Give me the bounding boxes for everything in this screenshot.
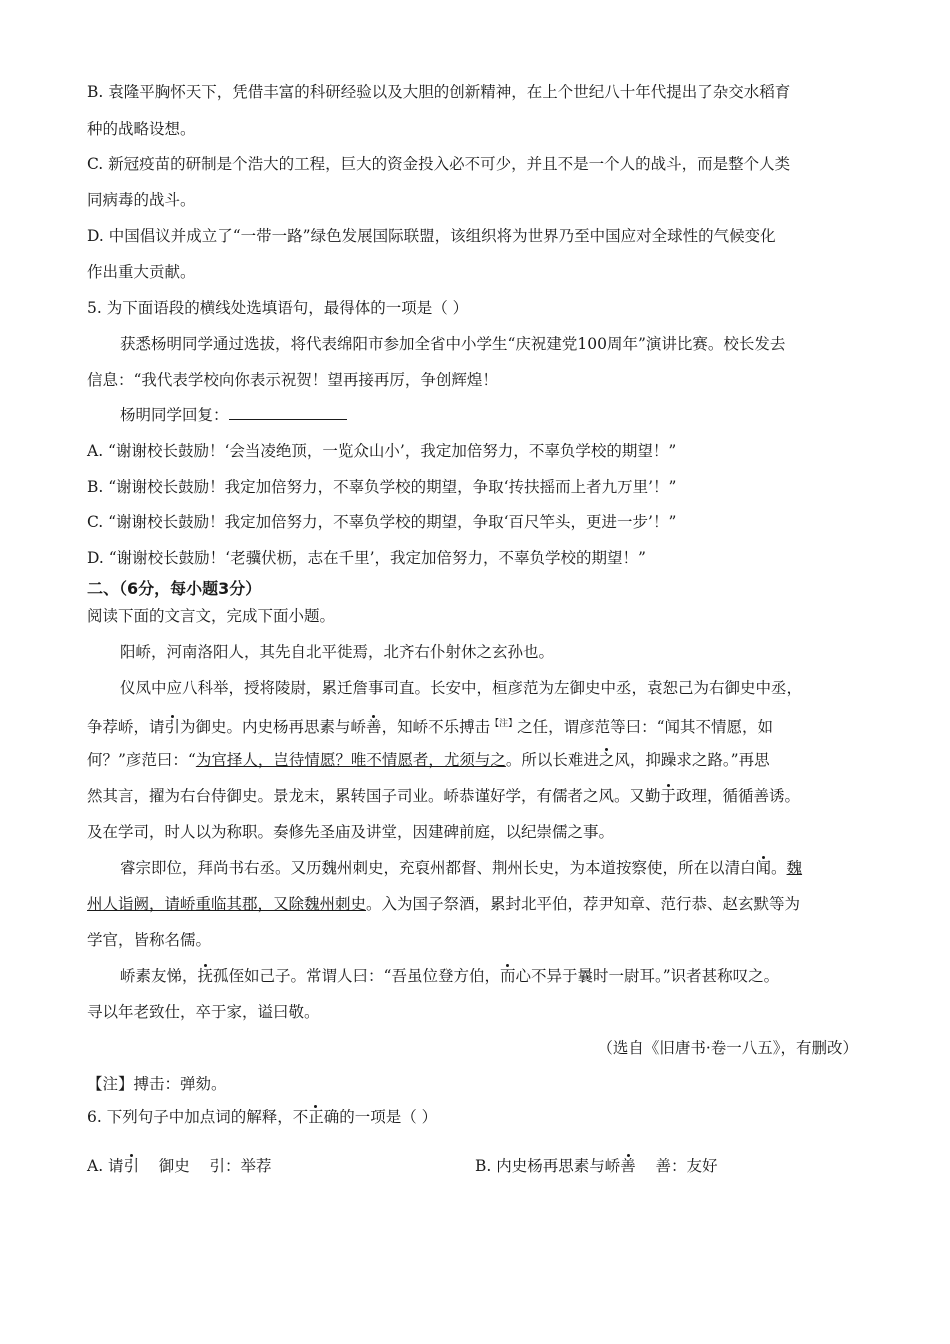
q5-stem: 5. 为下面语段的横线处选填语句，最得体的一项是（ ） bbox=[87, 299, 469, 317]
dotted-word: 引 bbox=[123, 1157, 140, 1175]
text-run: B. 内史杨再思素与峤 bbox=[475, 1157, 621, 1175]
source-citation: （选自《旧唐书·卷一八五》，有删改） bbox=[597, 1039, 858, 1057]
q5-option-c: C. “谢谢校长鼓励！我定加倍努力，不辜负学校的期望，争取‘百尺竿头，更进一步’！” bbox=[87, 513, 677, 531]
text-run: 孤侄如己子。常谓人曰：“吾虽位登方伯， bbox=[213, 967, 500, 985]
dotted-word: 闻 bbox=[755, 859, 772, 877]
text-run: 为御史。内史杨再思素与峤 bbox=[180, 718, 367, 737]
passage-line-5 bbox=[87, 785, 800, 807]
text-run: 睿宗即位，拜尚书右丞。又历魏州刺史，充裒州都督、荆州长史，为本道按察使，所在以清白 bbox=[120, 859, 756, 877]
q6-option-b bbox=[475, 1155, 717, 1177]
text-run: 的一项是（ ） bbox=[339, 1108, 438, 1126]
note-marker: 【注】 bbox=[490, 719, 518, 729]
text-run: 。所以长难进 bbox=[505, 751, 599, 769]
q5-passage-line1: 获悉杨明同学通过选拔，将代表绵阳市参加全省中小学生“庆祝建党100周年”演讲比赛。校长发去 bbox=[120, 335, 786, 353]
q5-option-a: A. “谢谢校长鼓励！‘会当凌绝顶，一览众山小’，我定加倍努力，不辜负学校的期望！” bbox=[87, 442, 677, 460]
q4-option-d-line1: D. 中国倡议并成立了“一带一路”绿色发展国际联盟，该组织将为世界乃至中国应对全球性的气候变化 bbox=[87, 227, 776, 245]
underlined-sentence: 州人诣阙，请峤重临其郡，又除魏州刺史 bbox=[87, 895, 367, 913]
passage-line-2: 仪凤中应八科举，授将陵尉，累迁詹事司直。长安中，桓彦范为左御史中丞，袁恕己为右御史中丞， bbox=[120, 679, 803, 697]
text-run: A. 请 bbox=[87, 1157, 124, 1175]
passage-line-6: 及在学司，时人以为称职。奏修先圣庙及讲堂，因建碑前庭，以纪崇儒之事。 bbox=[87, 823, 615, 841]
text-run: 何？”彦范曰：“ bbox=[87, 751, 196, 769]
passage-line-3 bbox=[87, 713, 773, 738]
text-run: 6. 下列句子中加点词的解释， bbox=[87, 1108, 293, 1126]
text-run: 善：友好 bbox=[635, 1157, 718, 1175]
text-run: 御史 引：举荐 bbox=[139, 1157, 272, 1175]
text-run: 之任，谓彦范等曰：“闻其不情愿，如 bbox=[517, 718, 774, 737]
text-run: 心不异于曩时一尉耳。”识者甚称叹之。 bbox=[515, 967, 780, 985]
footnote: 【注】搏击：弹劾。 bbox=[87, 1075, 227, 1093]
dotted-word: 于 bbox=[660, 787, 677, 805]
q5-reply-label: 杨明同学回复： bbox=[120, 406, 229, 424]
text-run: 峤素友悌， bbox=[120, 967, 198, 985]
q4-option-b-line1: B. 袁隆平胸怀天下，凭借丰富的科研经验以及大胆的创新精神，在上个世纪八十年代提出了杂交水稻育 bbox=[87, 83, 791, 101]
dotted-word: 之 bbox=[598, 751, 615, 769]
q4-option-d-line2: 作出重大贡献。 bbox=[87, 263, 196, 281]
underlined-sentence: 魏 bbox=[786, 859, 803, 877]
dotted-word: 善 bbox=[620, 1157, 636, 1175]
text-run: 然其言，擢为右台侍御史。景龙末，累转国子司业。峤恭谨好学，有儒者之风。又勤 bbox=[87, 787, 661, 805]
text-run: ，知峤不乐搏击 bbox=[381, 718, 491, 737]
q4-option-c-line2: 同病毒的战斗。 bbox=[87, 191, 196, 209]
dotted-word: 不正确 bbox=[292, 1108, 340, 1126]
dotted-word: 善 bbox=[366, 718, 382, 737]
section-heading: 二、（6分，每小题3分） bbox=[87, 579, 262, 598]
passage-line-10 bbox=[120, 965, 779, 987]
q6-stem bbox=[87, 1106, 437, 1128]
dotted-word: 引 bbox=[164, 718, 181, 737]
answer-blank bbox=[229, 404, 347, 420]
q5-option-d: D. “谢谢校长鼓励！‘老骥伏枥，志在千里’，我定加倍努力，不辜负学校的期望！” bbox=[87, 549, 646, 567]
text-run: 。 bbox=[771, 859, 787, 877]
passage-line-4 bbox=[87, 749, 770, 771]
passage-line-8 bbox=[87, 893, 800, 915]
q6-option-a bbox=[87, 1155, 272, 1177]
text-run: 政理，循循善诱。 bbox=[676, 787, 801, 805]
underlined-sentence: 为官择人，岂待情愿？唯不情愿者，尤须与之 bbox=[195, 751, 506, 769]
passage-line-7 bbox=[120, 857, 802, 879]
text-run: 。入为国子祭酒，累封北平伯，荐尹知章、范行恭、赵玄默等为 bbox=[366, 895, 801, 913]
passage-line-9: 学官，皆称名儒。 bbox=[87, 931, 212, 949]
passage-line-11: 寻以年老致仕，卒于家，谥曰敬。 bbox=[87, 1003, 320, 1021]
q4-option-b-line2: 种的战略设想。 bbox=[87, 120, 196, 138]
q4-option-c-line1: C. 新冠疫苗的研制是个浩大的工程，巨大的资金投入必不可少，并且不是一个人的战斗，而是整个人类 bbox=[87, 155, 791, 173]
section-instruction: 阅读下面的文言文，完成下面小题。 bbox=[87, 607, 336, 625]
q5-passage-line2: 信息：“我代表学校向你表示祝贺！望再接再厉，争创辉煌！ bbox=[87, 371, 498, 389]
q5-reply-line bbox=[120, 404, 347, 426]
text-run: 争荐峤，请 bbox=[87, 718, 165, 737]
dotted-word: 而 bbox=[499, 967, 516, 985]
passage-line-1: 阳峤，河南洛阳人，其先自北平徙焉，北齐右仆射休之玄孙也。 bbox=[120, 643, 555, 661]
text-run: 风，抑躁求之路。”再思 bbox=[614, 751, 770, 769]
dotted-word: 抚 bbox=[197, 967, 214, 985]
q5-option-b: B. “谢谢校长鼓励！我定加倍努力，不辜负学校的期望，争取‘抟扶摇而上者九万里’！” bbox=[87, 478, 677, 496]
